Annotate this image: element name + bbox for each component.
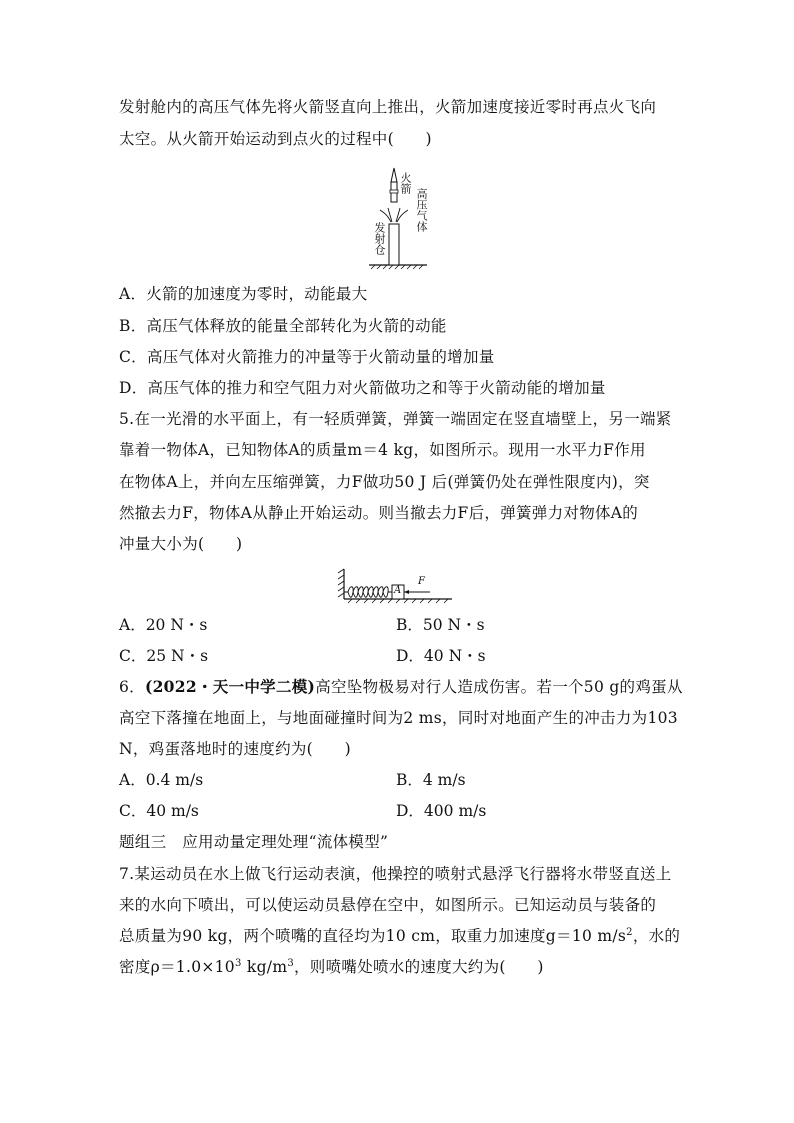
q7-text-line-4 xyxy=(119,957,544,977)
q6-option-d: D．400 m/s xyxy=(396,802,487,820)
q6-option-c: C．40 m/s xyxy=(119,802,199,820)
q5-text-line-2: 靠着一物体A，已知物体A的质量m＝4 kg，如图所示。现用一水平力F作用 xyxy=(119,441,646,459)
section-title: 题组三 应用动量定理处理“流体模型” xyxy=(119,833,389,851)
q5-text-line-1: 5.在一光滑的水平面上，有一轻质弹簧，弹簧一端固定在竖直墙壁上，另一端紧 xyxy=(119,410,672,428)
q7-line-3-b: ，水的 xyxy=(632,927,681,945)
q6-source: (2022・天一中学二模) xyxy=(144,677,316,696)
q7-line-4-b: kg/m xyxy=(241,958,288,976)
q7-line-4-c: ，则喷嘴处喷水的速度大约为( ) xyxy=(294,958,544,976)
q5-option-a: A．20 N・s xyxy=(119,616,208,634)
q7-text-line-2: 来的水向下喷出，可以使运动员悬停在空中，如图所示。已知运动员与装备的 xyxy=(119,896,657,914)
q5-option-b: B．50 N・s xyxy=(396,616,485,634)
q4-text-line-1: 发射舱内的高压气体先将火箭竖直向上推出，火箭加速度接近零时再点火飞向 xyxy=(119,98,657,116)
q4-option-a: A．火箭的加速度为零时，动能最大 xyxy=(119,285,368,303)
q6-text-line-3: N，鸡蛋落地时的速度约为( ) xyxy=(119,740,351,758)
block-label: A xyxy=(394,585,402,596)
q6-text-line-1 xyxy=(119,677,683,697)
q6-line-1-rest: 高空坠物极易对行人造成伤害。若一个50 g的鸡蛋从 xyxy=(315,678,683,696)
q6-number: 6． xyxy=(119,678,145,696)
gas-label: 高压气体 xyxy=(415,188,428,232)
q6-option-a: A．0.4 m/s xyxy=(119,771,204,789)
q7-text-line-3 xyxy=(119,926,680,946)
rocket-launch-figure xyxy=(355,160,435,270)
q7-line-3-a: 总质量为90 kg，两个喷嘴的直径均为10 cm，取重力加速度g＝10 m/s xyxy=(119,927,627,945)
q7-line-4-a: 密度ρ＝1.0×10 xyxy=(119,958,235,976)
q6-option-b: B．4 m/s xyxy=(396,771,466,789)
force-label: F xyxy=(418,576,425,587)
q4-text-line-2: 太空。从火箭开始运动到点火的过程中( ) xyxy=(119,130,432,148)
q5-text-line-4: 然撤去力F，物体A从静止开始运动。则当撤去力F后，弹簧弹力对物体A的 xyxy=(119,504,639,522)
q7-line-4-sup2: 3 xyxy=(287,957,294,969)
spring-block-figure xyxy=(334,565,458,605)
q7-line-4-sup: 3 xyxy=(234,957,242,969)
q5-option-d: D．40 N・s xyxy=(396,647,486,665)
q5-option-c: C．25 N・s xyxy=(119,647,209,665)
q4-option-b: B．高压气体释放的能量全部转化为火箭的动能 xyxy=(119,317,447,335)
q5-text-line-3: 在物体A上，并向左压缩弹簧，力F做功50 J 后(弹簧仍处在弹性限度内)，突 xyxy=(119,473,650,491)
q4-option-c: C．高压气体对火箭推力的冲量等于火箭动量的增加量 xyxy=(119,348,495,366)
q5-text-line-5: 冲量大小为( ) xyxy=(119,535,243,553)
rocket-label: 火箭 xyxy=(399,172,412,194)
q4-option-d: D．高压气体的推力和空气阻力对火箭做功之和等于火箭动能的增加量 xyxy=(119,379,606,397)
q7-line-3-sup: 2 xyxy=(626,926,633,938)
q6-text-line-2: 高空下落撞在地面上，与地面碰撞时间为2 ms，同时对地面产生的冲击力为103 xyxy=(119,709,678,727)
silo-label: 发射仓 xyxy=(373,222,386,255)
q7-text-line-1: 7.某运动员在水上做飞行运动表演，他操控的喷射式悬浮飞行器将水带竖直送上 xyxy=(119,865,672,883)
